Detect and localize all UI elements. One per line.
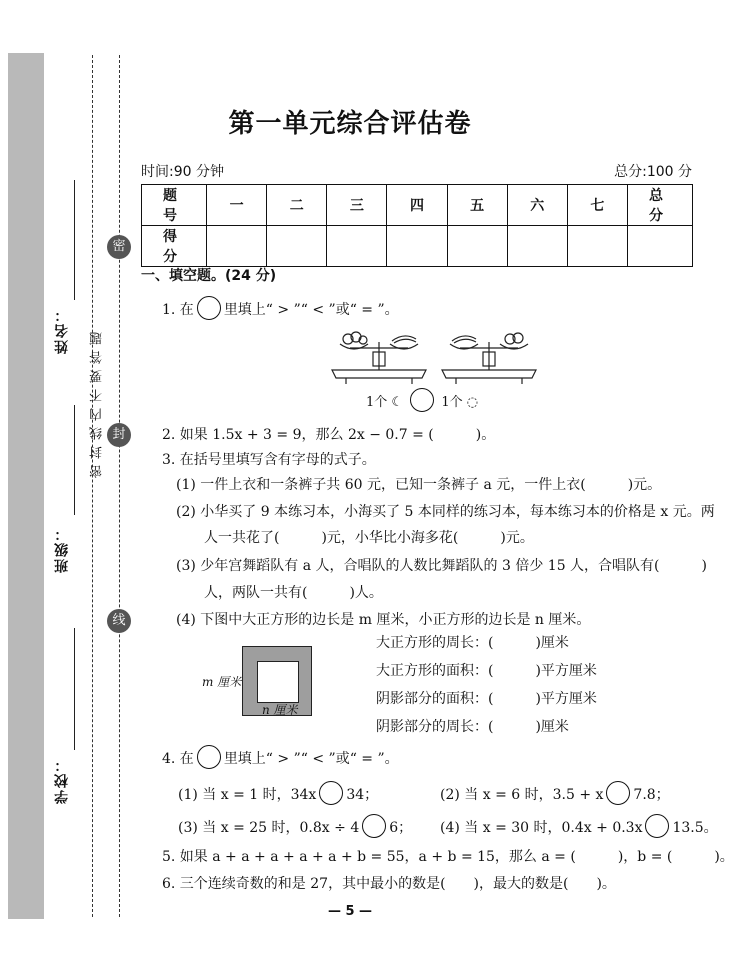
question-4: [162, 745, 399, 769]
score-header-cell: 一: [207, 185, 267, 226]
score-cell[interactable]: [207, 226, 267, 267]
score-row-label: 得 分: [142, 226, 207, 267]
balance-scale-left: [332, 332, 426, 384]
fill-shaded-perimeter: 阴影部分的周长：( )厘米: [376, 719, 569, 735]
score-header-label: 题 号: [142, 185, 207, 226]
score-header-cell: 二: [267, 185, 327, 226]
class-field[interactable]: [52, 405, 82, 585]
score-cell[interactable]: [507, 226, 567, 267]
class-label: 班级：: [54, 525, 70, 573]
question-3-stem: 3. 在括号里填写含有字母的式子。: [162, 452, 376, 468]
score-cell[interactable]: [327, 226, 387, 267]
q1-label-right: 1个: [441, 395, 463, 410]
name-label: 姓名：: [54, 306, 70, 354]
q4-item-1-value: 34；: [346, 787, 379, 803]
q4-item-2: [440, 781, 670, 805]
seal-mi: 密: [107, 235, 131, 259]
q4-item-2-value: 7.8；: [633, 787, 670, 803]
score-header-cell: 五: [447, 185, 507, 226]
q4-item-3-text: (3) 当 x = 25 时，0.8x ÷ 4: [178, 820, 360, 836]
name-field[interactable]: [52, 180, 82, 360]
q4-item-4-text: (4) 当 x = 30 时，0.4x + 0.3x: [440, 820, 643, 836]
question-3-part-3b: 人，两队一共有( )人。: [204, 585, 383, 601]
school-underline: [74, 628, 75, 750]
question-3-part-2a: (2) 小华买了 9 本练习本，小海买了 5 本同样的练习本，每本练习本的价格是 x 元。两: [176, 504, 715, 520]
fill-big-perimeter: 大正方形的周长：( )厘米: [376, 635, 569, 651]
total-info: 总分:100 分: [614, 164, 692, 180]
score-header-cell: 三: [327, 185, 387, 226]
q1-text-a: 1. 在: [162, 302, 194, 318]
question-3-part-1: (1) 一件上衣和一条裤子共 60 元，已知一条裤子 a 元，一件上衣( )元。: [176, 477, 662, 493]
time-info: 时间:90 分钟: [141, 164, 224, 180]
question-1: [162, 296, 399, 320]
fill-big-area: 大正方形的面积：( )平方厘米: [376, 663, 597, 679]
question-2: 2. 如果 1.5x + 3 = 9，那么 2x − 0.7 = ( )。: [162, 427, 496, 443]
fill-shaded-area: 阴影部分的面积：( )平方厘米: [376, 691, 597, 707]
score-cell[interactable]: [387, 226, 447, 267]
section-heading: 一、填空题。(24 分): [141, 268, 277, 284]
question-3-part-3a: (3) 少年宫舞蹈队有 a 人，合唱队的人数比舞蹈队的 3 倍少 15 人，合唱队有( ): [176, 558, 707, 574]
cut-line-inner: [119, 55, 120, 917]
binding-band: [8, 53, 44, 919]
score-cell[interactable]: [267, 226, 327, 267]
school-label: 学校：: [54, 756, 70, 804]
score-table: [141, 184, 693, 267]
question-6: 6. 三个连续奇数的和是 27，其中最小的数是( )，最大的数是( )。: [162, 876, 616, 892]
question-3-part-4: (4) 下图中大正方形的边长是 m 厘米，小正方形的边长是 n 厘米。: [176, 612, 591, 628]
answer-circle[interactable]: [645, 814, 669, 838]
q4-text-b: 里填上“ > ”“ < ”或“ = ”。: [223, 751, 399, 767]
score-cell[interactable]: [447, 226, 507, 267]
q4-item-1-text: (1) 当 x = 1 时，34x: [178, 787, 317, 803]
answer-circle[interactable]: [319, 781, 343, 805]
score-value-row: [142, 226, 693, 267]
banana-icon: ☾: [391, 395, 404, 410]
class-underline: [74, 405, 75, 515]
score-cell-total[interactable]: [628, 226, 693, 267]
question-5: 5. 如果 a + a + a + a + a + b = 55，a + b = 15，那么 a = ( )，b = ( )。: [162, 849, 734, 865]
q1-text-b: 里填上“ > ”“ < ”或“ = ”。: [223, 302, 399, 318]
school-field[interactable]: [52, 628, 82, 808]
q4-item-1: [178, 781, 378, 805]
score-cell[interactable]: [567, 226, 627, 267]
seal-feng: 封: [107, 423, 131, 447]
small-square-figure: [257, 661, 299, 703]
q1-compare-row: [366, 388, 478, 412]
score-header-cell: 四: [387, 185, 447, 226]
question-3-part-2b: 人一共花了( )元，小华比小海多花( )元。: [204, 530, 534, 546]
answer-circle[interactable]: [410, 388, 434, 412]
page-title: 第一单元综合评估卷: [228, 109, 472, 139]
name-underline: [74, 180, 75, 300]
q1-label-left: 1个: [366, 395, 388, 410]
page-number: — 5 —: [327, 904, 373, 919]
score-header-row: [142, 185, 693, 226]
figure-label-m: m 厘米: [202, 675, 242, 689]
answer-circle[interactable]: [606, 781, 630, 805]
q4-item-4-value: 13.5。: [672, 820, 718, 836]
q4-item-4: [440, 814, 718, 838]
seal-xian: 线: [107, 609, 131, 633]
answer-circle[interactable]: [362, 814, 386, 838]
q4-item-2-text: (2) 当 x = 6 时，3.5 + x: [440, 787, 604, 803]
answer-circle[interactable]: [197, 296, 221, 320]
score-header-cell: 六: [507, 185, 567, 226]
score-header-total: 总 分: [628, 185, 693, 226]
seal-notice: 密封线内不要答题: [90, 326, 105, 478]
answer-circle[interactable]: [197, 745, 221, 769]
cut-line-outer: [92, 55, 93, 917]
q4-text-a: 4. 在: [162, 751, 194, 767]
figure-label-n: n 厘米: [262, 703, 298, 717]
score-header-cell: 七: [567, 185, 627, 226]
balance-scale-right: [442, 333, 536, 384]
q4-item-3-value: 6；: [389, 820, 413, 836]
q4-item-3: [178, 814, 412, 838]
apple-icon: ◌: [466, 395, 479, 410]
